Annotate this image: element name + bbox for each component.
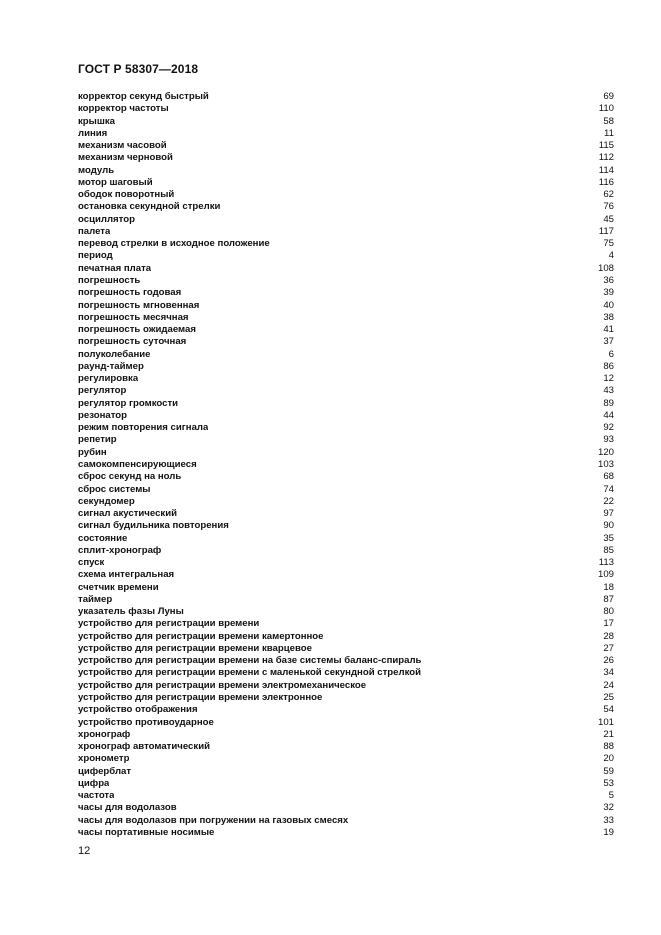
index-term: осциллятор	[78, 213, 135, 225]
index-number: 32	[603, 802, 614, 814]
page-number: 12	[78, 845, 91, 857]
index-number: 33	[603, 814, 614, 826]
index-entry	[78, 496, 614, 508]
index-number: 69	[603, 91, 614, 102]
index-term: устройство для регистрации времени с маленькой секундной стрелкой	[78, 667, 422, 679]
index-term: погрешность ожидаемая	[78, 324, 196, 336]
index-entry	[78, 349, 614, 361]
index-entry	[78, 410, 614, 422]
index-term: резонатор	[78, 409, 128, 421]
index-entry	[78, 128, 614, 140]
index-number: 4	[608, 250, 614, 262]
index-entry	[78, 484, 614, 496]
index-term: период	[78, 250, 113, 262]
index-term: механизм часовой	[78, 140, 167, 152]
index-number: 88	[603, 741, 614, 753]
index-number: 27	[603, 642, 614, 654]
index-entry	[78, 91, 614, 103]
index-term: перевод стрелки в исходное положение	[78, 238, 270, 250]
index-entry	[78, 778, 614, 790]
index-entry	[78, 643, 614, 655]
index-entry	[78, 336, 614, 348]
index-entry	[78, 116, 614, 128]
index-entry	[78, 275, 614, 287]
index-term: хронометр	[78, 753, 130, 765]
index-term: цифра	[78, 777, 110, 789]
index-entry	[78, 790, 614, 802]
index-term: счетчик времени	[78, 581, 159, 593]
index-term: устройство для регистрации времени камертонное	[78, 630, 324, 642]
index-number: 114	[598, 164, 614, 176]
index-number: 74	[603, 483, 614, 495]
index-number: 43	[603, 385, 614, 397]
index-term: устройство для регистрации времени кварцевое	[78, 642, 312, 654]
index-number: 75	[603, 238, 614, 250]
index-number: 97	[603, 508, 614, 520]
index-number: 58	[603, 115, 614, 127]
index-number: 35	[603, 532, 614, 544]
index-number: 108	[597, 262, 614, 274]
index-term: механизм черновой	[78, 152, 173, 164]
index-entry	[78, 373, 614, 385]
index-number: 36	[603, 274, 614, 286]
index-term: сигнал будильника повторения	[78, 520, 229, 532]
index-number: 20	[603, 753, 614, 765]
index-term: состояние	[78, 532, 128, 544]
index-entry	[78, 753, 614, 765]
index-entry	[78, 312, 614, 324]
index-entry	[78, 680, 614, 692]
index-term: часы портативные носимые	[78, 826, 215, 838]
index-entry	[78, 692, 614, 704]
index-entry	[78, 398, 614, 410]
index-number: 44	[603, 409, 614, 421]
index-number: 87	[603, 593, 614, 605]
index-term: хронограф автоматический	[78, 741, 210, 753]
index-number: 93	[603, 434, 614, 446]
index-term: ободок поворотный	[78, 189, 175, 201]
index-entry	[78, 140, 614, 152]
index-term: раунд-таймер	[78, 360, 144, 372]
index-term: репетир	[78, 434, 117, 446]
index-entry	[78, 226, 614, 238]
index-term: устройство для регистрации времени	[78, 618, 260, 630]
index-number: 117	[598, 225, 614, 237]
index-term: погрешность	[78, 274, 141, 286]
index-number: 86	[603, 360, 614, 372]
index-entry	[78, 545, 614, 557]
index-number: 22	[603, 495, 614, 507]
index-term: циферблат	[78, 765, 132, 777]
index-number: 26	[603, 655, 614, 667]
index-term: устройство для регистрации времени электромеханическое	[78, 679, 367, 691]
index-term: погрешность месячная	[78, 311, 189, 323]
index-entry	[78, 594, 614, 606]
index-term: сброс секунд на ноль	[78, 471, 182, 483]
index-number: 28	[603, 630, 614, 642]
index-number: 54	[603, 704, 614, 716]
index-term: модуль	[78, 164, 115, 176]
index-number: 5	[608, 790, 614, 802]
index-term: погрешность годовая	[78, 287, 182, 299]
index-entry	[78, 520, 614, 532]
index-term: частота	[78, 790, 115, 802]
index-number: 59	[603, 765, 614, 777]
index-number: 112	[598, 152, 614, 164]
index-term: мотор шаговый	[78, 176, 153, 188]
index-term: часы для водолазов при погружении на газовых смесях	[78, 814, 349, 826]
index-term: корректор секунд быстрый	[78, 91, 209, 102]
index-number: 90	[603, 520, 614, 532]
index-number: 76	[603, 201, 614, 213]
index-entry	[78, 704, 614, 716]
index-number: 11	[604, 127, 614, 139]
index-number: 110	[598, 103, 614, 115]
index-term: сплит-хронограф	[78, 544, 162, 556]
index-entry	[78, 177, 614, 189]
index-entry	[78, 385, 614, 397]
index-entry	[78, 238, 614, 250]
index-entry	[78, 729, 614, 741]
index-entry	[78, 189, 614, 201]
index-number: 113	[598, 557, 614, 569]
index-entry	[78, 557, 614, 569]
index-term: сброс системы	[78, 483, 151, 495]
index-term: остановка секундной стрелки	[78, 201, 221, 213]
index-entry	[78, 361, 614, 373]
index-number: 38	[603, 311, 614, 323]
index-term: режим повторения сигнала	[78, 422, 209, 434]
index-term: спуск	[78, 557, 105, 569]
index-term: палета	[78, 225, 111, 237]
index-entry	[78, 422, 614, 434]
index-number: 62	[603, 189, 614, 201]
index-number: 68	[603, 471, 614, 483]
index-term: рубин	[78, 446, 107, 458]
index-term: печатная плата	[78, 262, 152, 274]
index-number: 40	[603, 299, 614, 311]
index-number: 21	[603, 728, 614, 740]
index-entry	[78, 827, 614, 839]
index-term: хронограф	[78, 728, 131, 740]
index-term: устройство противоударное	[78, 716, 214, 728]
index-entry	[78, 165, 614, 177]
index-term: регулятор громкости	[78, 397, 179, 409]
index-number: 109	[597, 569, 614, 581]
index-number: 120	[597, 446, 614, 458]
index-entry	[78, 606, 614, 618]
index-number: 103	[597, 458, 614, 470]
index-entry	[78, 655, 614, 667]
index-entry	[78, 667, 614, 679]
index-number: 41	[603, 324, 614, 336]
index-entry	[78, 815, 614, 827]
index-number: 6	[608, 348, 614, 360]
index-entry	[78, 250, 614, 262]
index-entry	[78, 741, 614, 753]
index-entry	[78, 802, 614, 814]
index-entry	[78, 618, 614, 630]
index-number: 34	[603, 667, 614, 679]
index-term: схема интегральная	[78, 569, 175, 581]
index-number: 17	[603, 618, 614, 630]
index-entry	[78, 300, 614, 312]
index-term: секундомер	[78, 495, 135, 507]
index-number: 80	[603, 606, 614, 618]
index-term: корректор частоты	[78, 103, 169, 115]
index-entry	[78, 631, 614, 643]
index-entry	[78, 766, 614, 778]
index-term: сигнал акустический	[78, 508, 177, 520]
index-entry	[78, 717, 614, 729]
index-number: 89	[603, 397, 614, 409]
index-term: часы для водолазов	[78, 802, 177, 814]
index-number: 85	[603, 544, 614, 556]
index-entry	[78, 471, 614, 483]
index-entry	[78, 459, 614, 471]
index-entry	[78, 201, 614, 213]
index-number: 18	[603, 581, 614, 593]
index-term: самокомпенсирующиеся	[78, 458, 197, 470]
index-term: погрешность мгновенная	[78, 299, 200, 311]
index-term: устройство для регистрации времени электронное	[78, 692, 323, 704]
index-number: 92	[603, 422, 614, 434]
index-entry	[78, 324, 614, 336]
index-number: 24	[603, 679, 614, 691]
index-number: 19	[603, 826, 614, 838]
index-entry	[78, 582, 614, 594]
index-term: устройство отображения	[78, 704, 198, 716]
index-term: погрешность суточная	[78, 336, 187, 348]
document-header: ГОСТ Р 58307—2018	[78, 62, 199, 76]
term-index-list	[78, 91, 614, 839]
index-entry	[78, 287, 614, 299]
index-number: 37	[603, 336, 614, 348]
index-term: регулятор	[78, 385, 127, 397]
index-term: регулировка	[78, 373, 139, 385]
index-number: 53	[603, 777, 614, 789]
index-entry	[78, 569, 614, 581]
index-entry	[78, 533, 614, 545]
index-term: указатель фазы Луны	[78, 606, 184, 618]
index-number: 12	[603, 373, 614, 385]
index-term: таймер	[78, 593, 113, 605]
index-number: 115	[598, 140, 614, 152]
index-term: крышка	[78, 115, 115, 127]
index-number: 101	[597, 716, 614, 728]
index-number: 45	[603, 213, 614, 225]
index-entry	[78, 103, 614, 115]
index-number: 39	[603, 287, 614, 299]
index-term: полуколебание	[78, 348, 151, 360]
index-entry	[78, 434, 614, 446]
index-number: 25	[603, 692, 614, 704]
index-term: устройство для регистрации времени на базе системы баланс-спираль	[78, 655, 422, 667]
index-entry	[78, 152, 614, 164]
index-number: 116	[598, 176, 614, 188]
index-entry	[78, 508, 614, 520]
index-term: линия	[78, 127, 108, 139]
index-entry	[78, 214, 614, 226]
index-entry	[78, 263, 614, 275]
index-entry	[78, 447, 614, 459]
